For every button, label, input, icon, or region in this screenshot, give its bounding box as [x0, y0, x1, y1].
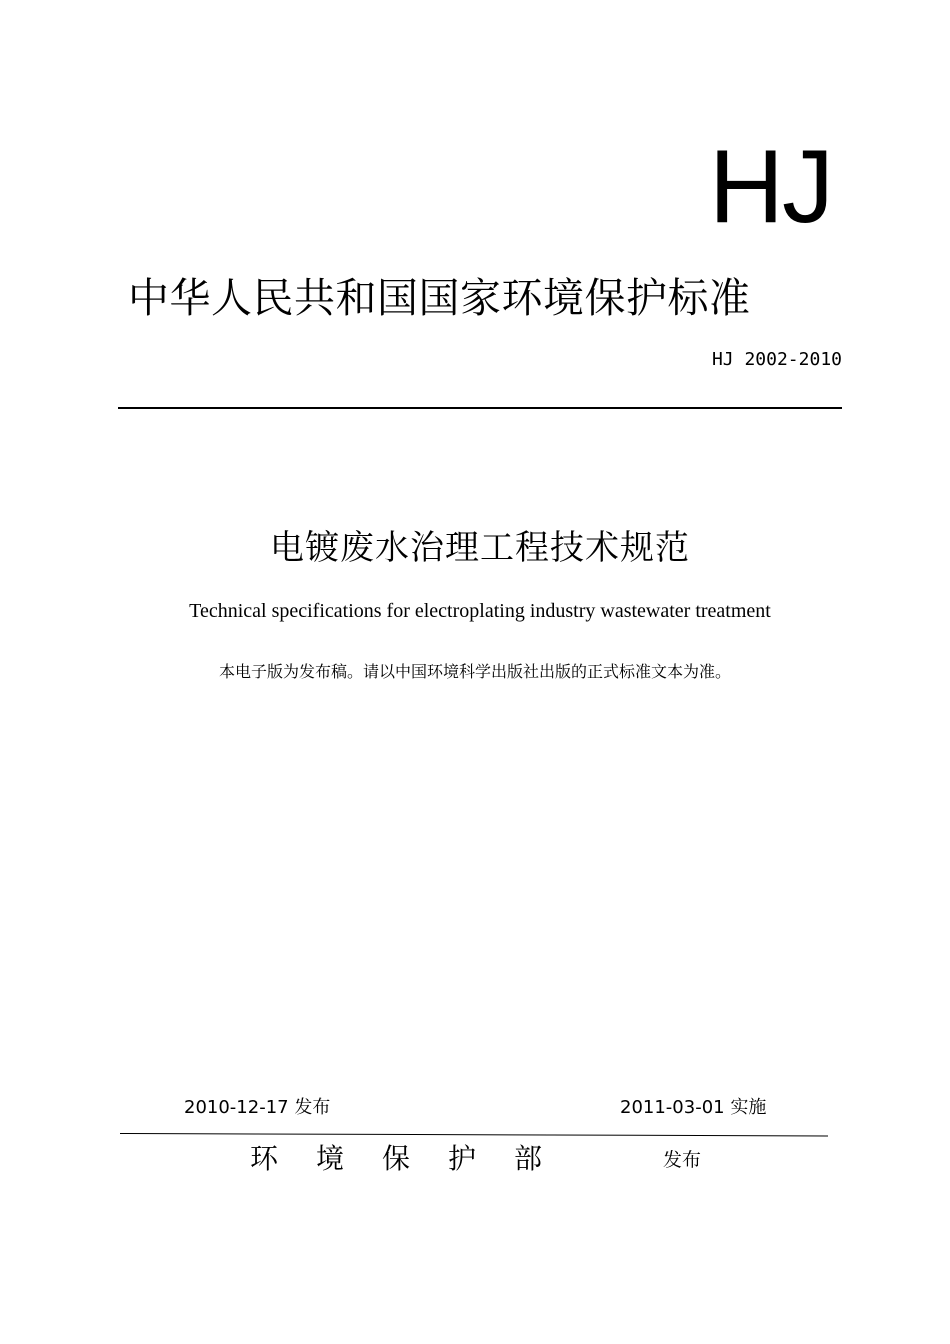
effective-date: 2011-03-01 实施	[620, 1097, 767, 1118]
document-title-english: Technical specifications for electroplating industry wastewater treatment	[189, 600, 771, 622]
publisher-name: 环境保护部	[250, 1142, 581, 1175]
header-divider	[118, 407, 842, 409]
national-standard-title: 中华人民共和国国家环境保护标准	[128, 274, 751, 322]
standard-mark: HJ	[708, 129, 832, 245]
issue-date: 2010-12-17 发布	[184, 1097, 331, 1118]
publisher-suffix: 发布	[663, 1149, 702, 1171]
footer-divider	[120, 1133, 828, 1136]
standard-number: HJ 2002-2010	[711, 349, 842, 370]
edition-notice: 本电子版为发布稿。请以中国环境科学出版社出版的正式标准文本为准。	[218, 662, 731, 681]
document-title-chinese: 电镀废水治理工程技术规范	[270, 528, 690, 568]
